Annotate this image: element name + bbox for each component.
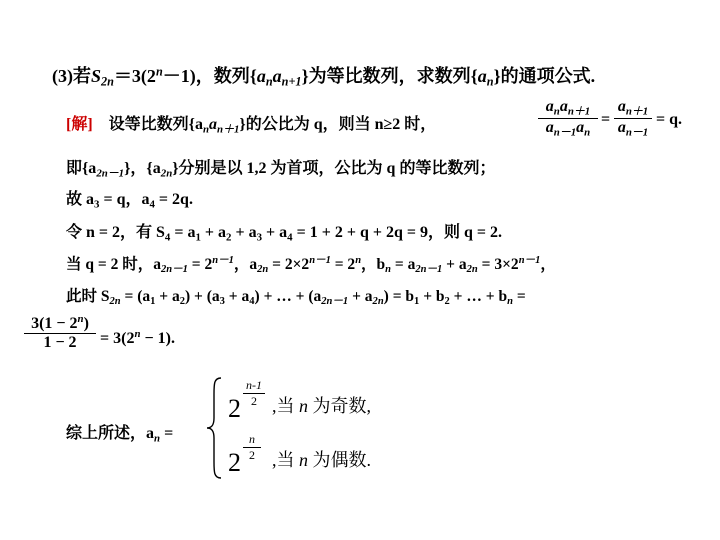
s2-c: }分别是以 1,2 为首项，公比为 q 的等比数列； xyxy=(172,160,496,177)
problem-eq-b: －1)，数列{ xyxy=(162,66,257,86)
s6-b: = (a xyxy=(120,288,151,305)
problem-prefix: (3)若 xyxy=(52,66,91,86)
eq-sign-2: = q. xyxy=(656,111,683,128)
f2n-s: n＋1 xyxy=(625,105,649,118)
s3-c: = 2q. xyxy=(154,191,193,208)
f1d-a: a xyxy=(545,119,554,137)
s5-s2: 2n xyxy=(257,264,269,276)
case1-exp-num: n-1 xyxy=(246,378,262,392)
s6-s3: 2 xyxy=(179,296,185,308)
seq-c: a xyxy=(477,66,487,86)
conc-b: = xyxy=(160,425,174,442)
s7-e: n xyxy=(134,328,141,340)
conc-s: n xyxy=(154,432,161,445)
s6-i: + b xyxy=(419,288,445,305)
ratio-fraction-1 xyxy=(538,98,598,140)
s5-a: 当 q = 2 时，a xyxy=(66,256,161,273)
case2-n: n xyxy=(299,450,308,470)
s4-s2: 1 xyxy=(195,231,201,244)
s5-b: = 2 xyxy=(187,256,213,273)
problem-eq-a: ＝3(2 xyxy=(113,66,156,86)
f3n-b: ) xyxy=(83,314,89,332)
solution-line-7 xyxy=(100,328,175,348)
s6-s1: 2n xyxy=(109,296,121,308)
problem-end: }的通项公式. xyxy=(493,66,596,86)
solution-line-1 xyxy=(66,111,436,136)
s6-e: + a xyxy=(224,288,250,305)
case1-base: 2 xyxy=(228,394,241,423)
case2-exp-num: n xyxy=(249,432,255,446)
seq-b: a xyxy=(272,66,282,86)
eq-sign-1: = xyxy=(601,111,611,128)
s4-a: 令 n = 2，有 S xyxy=(66,224,165,241)
s5-c: ，a xyxy=(233,256,258,273)
s5-s1: 2n－1 xyxy=(160,264,188,276)
s6-j: + … + b xyxy=(449,288,508,305)
f2d-s: n－1 xyxy=(625,126,649,139)
s3-s1: 3 xyxy=(94,198,100,211)
s6-h: ) = b xyxy=(383,288,415,305)
case2-text xyxy=(272,446,371,472)
case1-text-b: 为奇数, xyxy=(308,396,371,416)
solution-line-6 xyxy=(66,284,526,308)
case2-text-b: 为偶数. xyxy=(308,450,371,470)
case2-exp-den: 2 xyxy=(249,448,255,462)
s6-f: ) + … + (a xyxy=(254,288,322,305)
solution-line-3 xyxy=(66,186,193,210)
s6-s5: 4 xyxy=(249,296,255,308)
s2-b: }，{a xyxy=(124,160,161,177)
s5-j: ， xyxy=(540,256,556,273)
f2d-a: a xyxy=(617,119,626,137)
case1-n: n xyxy=(299,396,308,416)
s5-e1: n－1 xyxy=(212,255,234,267)
frac2-numerator xyxy=(614,98,652,118)
f1n-s1: n xyxy=(553,105,560,118)
s2-a: 即{a xyxy=(66,160,97,177)
s7-b: − 1). xyxy=(140,329,175,347)
solution-line-2 xyxy=(66,155,495,180)
s5-f: ，b xyxy=(361,256,386,273)
s6-a: 此时 S xyxy=(66,288,110,305)
seq-a: a xyxy=(256,66,266,86)
sum-subscript: 2n xyxy=(101,74,114,89)
s4-c: + a xyxy=(200,224,227,241)
frac3-denominator: 1 − 2 xyxy=(43,333,77,351)
ratio-fraction-2 xyxy=(614,98,652,140)
problem-exponent: n xyxy=(155,64,163,79)
f1d-s1: n－1 xyxy=(553,126,577,139)
frac1-numerator xyxy=(538,98,598,118)
f1n-a: a xyxy=(545,98,554,115)
left-brace-icon xyxy=(205,376,225,480)
f1d-s2: n xyxy=(584,126,591,139)
case1-exp-den: 2 xyxy=(251,394,257,408)
frac1-denominator xyxy=(538,119,598,139)
s6-k: = xyxy=(512,288,526,305)
s2-s2: 2n xyxy=(160,167,173,180)
s5-g: = a xyxy=(391,256,416,273)
case1-text-a: ,当 xyxy=(272,396,299,416)
s4-s1: 4 xyxy=(164,231,171,244)
solution-tag: [解] xyxy=(66,116,93,133)
f1d-b: a xyxy=(576,119,585,137)
conclusion-label xyxy=(66,420,173,444)
s6-s10: n xyxy=(507,296,513,308)
s5-s4: 2n－1 xyxy=(415,264,443,276)
s5-d: = 2×2 xyxy=(268,256,310,273)
s4-s5: 4 xyxy=(287,231,293,244)
s3-s2: 4 xyxy=(149,198,155,211)
case1-text xyxy=(272,392,371,418)
s4-d: + a xyxy=(231,224,257,241)
seq-c-sub: n xyxy=(486,74,494,89)
frac2-denominator xyxy=(614,119,652,139)
f2n-a: a xyxy=(617,98,626,115)
s3-a: 故 a xyxy=(66,191,95,208)
s6-s9: 2 xyxy=(444,296,450,308)
s1-a: a xyxy=(209,116,218,133)
s5-e4: n－1 xyxy=(518,255,541,267)
case1-exponent xyxy=(243,378,265,409)
s1-text2: }的公比为 q，则当 n≥2 时， xyxy=(239,116,437,133)
problem-tail: }为等比数列，求数列{ xyxy=(301,66,478,86)
s6-s7: 2n xyxy=(372,296,384,308)
solution-line-4 xyxy=(66,219,502,243)
s5-e3: n xyxy=(355,255,362,267)
s1-text: 设等比数列{a xyxy=(108,116,203,133)
s1-sub1: n xyxy=(202,123,210,136)
s5-i: = 3×2 xyxy=(477,256,519,273)
solution-line-5 xyxy=(66,252,556,276)
seq-b-sub: n+1 xyxy=(281,74,302,89)
s5-s3: n xyxy=(385,264,392,276)
s4-s3: 2 xyxy=(226,231,232,244)
f3n-e: n xyxy=(77,313,84,325)
s4-s4: 3 xyxy=(256,231,263,244)
conc-a: 综上所述，a xyxy=(66,425,155,442)
f1n-b: a xyxy=(559,98,568,115)
s6-s2: 1 xyxy=(150,296,156,308)
case2-exponent xyxy=(243,432,261,463)
s5-e2: n－1 xyxy=(309,255,331,267)
s6-s4: 3 xyxy=(219,296,225,308)
s2-s1: 2n－1 xyxy=(96,167,125,180)
s6-d: ) + (a xyxy=(185,288,220,305)
s6-c: + a xyxy=(155,288,180,305)
problem-statement xyxy=(52,62,595,90)
s7-a: = 3(2 xyxy=(100,329,135,347)
s1-sub2: n＋1 xyxy=(217,123,240,136)
s5-e: = 2 xyxy=(330,256,356,273)
case2-text-a: ,当 xyxy=(272,450,299,470)
sum-fraction xyxy=(24,313,96,352)
f3n-a: 3(1 − 2 xyxy=(31,314,78,332)
s3-b: = q，a xyxy=(99,191,150,208)
f1n-s2: n＋1 xyxy=(567,105,591,118)
s6-s6: 2n－1 xyxy=(321,296,349,308)
seq-a-sub: n xyxy=(265,74,273,89)
s5-h: + a xyxy=(442,256,467,273)
case2-base: 2 xyxy=(228,448,241,477)
frac3-numerator xyxy=(24,313,96,333)
s4-e: + a xyxy=(262,224,288,241)
s6-g: + a xyxy=(348,288,373,305)
sum-symbol: S xyxy=(91,66,102,86)
s4-f: = 1 + 2 + q + 2q = 9，则 q = 2. xyxy=(292,224,503,241)
s5-s5: 2n xyxy=(466,264,478,276)
s4-b: = a xyxy=(170,224,196,241)
s6-s8: 1 xyxy=(414,296,420,308)
